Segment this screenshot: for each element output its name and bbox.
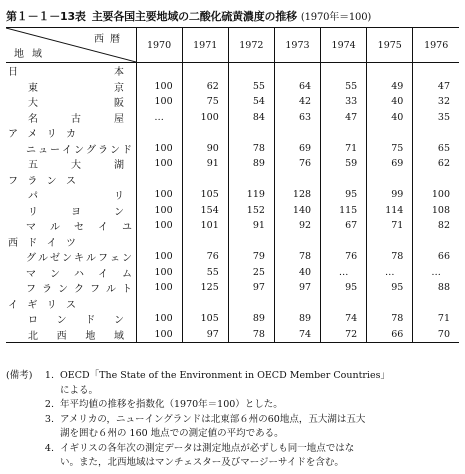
value-cell: 128 xyxy=(274,187,320,203)
table-row xyxy=(6,156,459,172)
year-header: 1975 xyxy=(367,28,413,63)
value-cell xyxy=(228,63,274,79)
value-cell: 54 xyxy=(228,94,274,110)
value-cell xyxy=(274,125,320,141)
value-cell: 100 xyxy=(182,110,228,126)
year-header: 1971 xyxy=(182,28,228,63)
value-cell: 42 xyxy=(274,94,320,110)
value-cell: 74 xyxy=(321,311,367,327)
value-cell xyxy=(413,296,459,312)
value-cell xyxy=(274,296,320,312)
notes-label: (備考) xyxy=(6,370,33,381)
value-cell: 71 xyxy=(321,141,367,157)
value-cell xyxy=(321,125,367,141)
value-cell xyxy=(136,63,182,79)
value-cell: 62 xyxy=(182,79,228,95)
value-cell xyxy=(182,63,228,79)
year-header: 1972 xyxy=(228,28,274,63)
region-label xyxy=(6,110,136,126)
table-row xyxy=(6,327,459,343)
value-cell: 78 xyxy=(228,327,274,343)
value-cell: 97 xyxy=(274,280,320,296)
table-row xyxy=(6,234,459,250)
table-row xyxy=(6,94,459,110)
region-label xyxy=(6,311,136,327)
value-cell xyxy=(136,296,182,312)
note-item xyxy=(6,413,461,428)
value-cell: 92 xyxy=(274,218,320,234)
value-cell: 74 xyxy=(274,327,320,343)
region-label xyxy=(6,249,136,265)
table-row xyxy=(6,187,459,203)
value-cell: 152 xyxy=(228,203,274,219)
notes-indent xyxy=(6,442,36,457)
region-label xyxy=(6,280,136,296)
region-name: ロ ン ド ン xyxy=(28,315,124,327)
value-cell xyxy=(413,172,459,188)
region-label xyxy=(6,327,136,343)
notes-section xyxy=(6,369,461,471)
country-name: 西 ド イ ツ xyxy=(8,237,76,249)
value-cell xyxy=(136,125,182,141)
value-cell: 140 xyxy=(274,203,320,219)
value-cell: 100 xyxy=(136,79,182,95)
value-cell: 33 xyxy=(321,94,367,110)
note-text: 年平均値の推移を指数化（1970年＝100）とした。 xyxy=(60,399,283,410)
notes-indent xyxy=(6,398,36,413)
value-cell: 59 xyxy=(321,156,367,172)
region-name: 北 西 地 域 xyxy=(28,330,124,342)
value-cell: 67 xyxy=(321,218,367,234)
country-name: フ ラ ン ス xyxy=(8,175,76,187)
table-body xyxy=(6,63,459,343)
value-cell xyxy=(413,234,459,250)
value-cell: 100 xyxy=(136,156,182,172)
value-cell: 84 xyxy=(228,110,274,126)
value-cell: … xyxy=(413,265,459,281)
value-cell: 71 xyxy=(367,218,413,234)
year-header: 1970 xyxy=(136,28,182,63)
value-cell: 100 xyxy=(136,265,182,281)
value-cell: 71 xyxy=(413,311,459,327)
header-region-label: 地域 xyxy=(14,49,50,60)
value-cell: 100 xyxy=(136,327,182,343)
value-cell xyxy=(136,172,182,188)
value-cell: 55 xyxy=(321,79,367,95)
value-cell: … xyxy=(321,265,367,281)
country-label xyxy=(6,63,136,79)
value-cell xyxy=(367,125,413,141)
value-cell xyxy=(367,63,413,79)
value-cell: 40 xyxy=(367,94,413,110)
table-row xyxy=(6,311,459,327)
region-label xyxy=(6,79,136,95)
region-label xyxy=(6,94,136,110)
value-cell: 99 xyxy=(367,187,413,203)
table-row xyxy=(6,63,459,79)
value-cell: 100 xyxy=(136,187,182,203)
value-cell: 47 xyxy=(413,79,459,95)
value-cell: 89 xyxy=(274,311,320,327)
value-cell: 100 xyxy=(136,203,182,219)
table-title-note: (1970年＝100) xyxy=(300,12,372,23)
header-row xyxy=(6,28,459,63)
note-text: アメリカの，ニューイングランドは北東部６州の60地点，五大湖は五大 xyxy=(60,413,366,425)
value-cell: 88 xyxy=(413,280,459,296)
country-label xyxy=(6,234,136,250)
country-label xyxy=(6,125,136,141)
value-cell xyxy=(228,172,274,188)
value-cell: 100 xyxy=(136,94,182,110)
note-text: イギリスの各年次の測定データは測定地点が必ずしも同一地点ではな xyxy=(60,442,355,454)
value-cell xyxy=(321,234,367,250)
value-cell: 101 xyxy=(182,218,228,234)
year-header: 1974 xyxy=(321,28,367,63)
value-cell: 100 xyxy=(413,187,459,203)
country-name: 日 本 xyxy=(8,67,124,79)
value-cell xyxy=(182,172,228,188)
country-name: ア メ リ カ xyxy=(8,129,76,141)
data-table xyxy=(6,27,459,343)
value-cell: 91 xyxy=(182,156,228,172)
value-cell: 32 xyxy=(413,94,459,110)
table-title-text: 主要各国主要地域の二酸化硫黄濃度の推移 xyxy=(91,10,297,23)
region-name: マ ル セ イ ユ xyxy=(26,222,132,234)
value-cell: 97 xyxy=(182,327,228,343)
value-cell: 75 xyxy=(367,141,413,157)
region-name: ニ ュ ー イ ン グ ラ ン ド xyxy=(26,144,132,156)
value-cell: 78 xyxy=(367,311,413,327)
table-row xyxy=(6,280,459,296)
value-cell: 55 xyxy=(182,265,228,281)
region-name: リ ヨ ン xyxy=(28,206,124,218)
year-header: 1976 xyxy=(413,28,459,63)
region-name: 名 古 屋 xyxy=(28,113,124,125)
value-cell xyxy=(228,125,274,141)
table-row xyxy=(6,110,459,126)
region-name: パ リ xyxy=(28,191,124,203)
table-row xyxy=(6,249,459,265)
value-cell: 55 xyxy=(228,79,274,95)
value-cell: 115 xyxy=(321,203,367,219)
value-cell xyxy=(274,234,320,250)
value-cell: 40 xyxy=(274,265,320,281)
note-item xyxy=(6,398,461,413)
country-label xyxy=(6,296,136,312)
value-cell: 65 xyxy=(413,141,459,157)
value-cell: 95 xyxy=(321,187,367,203)
table-row xyxy=(6,218,459,234)
value-cell: 108 xyxy=(413,203,459,219)
value-cell: 125 xyxy=(182,280,228,296)
table-row xyxy=(6,203,459,219)
region-label xyxy=(6,265,136,281)
value-cell xyxy=(413,125,459,141)
value-cell: 66 xyxy=(413,249,459,265)
value-cell: 62 xyxy=(413,156,459,172)
country-label xyxy=(6,172,136,188)
value-cell: 25 xyxy=(228,265,274,281)
value-cell xyxy=(321,63,367,79)
value-cell: 95 xyxy=(367,280,413,296)
table-row xyxy=(6,79,459,95)
value-cell: 105 xyxy=(182,187,228,203)
value-cell: 79 xyxy=(228,249,274,265)
value-cell xyxy=(321,296,367,312)
value-cell: 100 xyxy=(136,141,182,157)
region-label xyxy=(6,187,136,203)
table-row xyxy=(6,265,459,281)
region-name: マ ン ハ イ ム xyxy=(26,268,132,280)
value-cell xyxy=(182,125,228,141)
value-cell: 63 xyxy=(274,110,320,126)
value-cell xyxy=(274,172,320,188)
table-row xyxy=(6,172,459,188)
value-cell: 100 xyxy=(136,280,182,296)
value-cell: 69 xyxy=(274,141,320,157)
note-number: 1. xyxy=(44,370,54,381)
value-cell: 119 xyxy=(228,187,274,203)
value-cell: 100 xyxy=(136,249,182,265)
table-title xyxy=(6,8,461,24)
value-cell: 91 xyxy=(228,218,274,234)
value-cell: 97 xyxy=(228,280,274,296)
value-cell: 89 xyxy=(228,156,274,172)
value-cell: 114 xyxy=(367,203,413,219)
value-cell xyxy=(136,234,182,250)
value-cell: 154 xyxy=(182,203,228,219)
value-cell xyxy=(367,172,413,188)
region-name: グ ル ゼ ン キ ル フ ェ ン xyxy=(26,253,132,265)
region-label xyxy=(6,156,136,172)
note-text-continued: による。 xyxy=(60,384,99,396)
value-cell: … xyxy=(367,265,413,281)
value-cell: 105 xyxy=(182,311,228,327)
value-cell xyxy=(182,296,228,312)
region-name: フ ラ ン ク フ ル ト xyxy=(26,284,132,296)
table-row xyxy=(6,141,459,157)
value-cell: 90 xyxy=(182,141,228,157)
note-item xyxy=(6,442,461,457)
value-cell: 75 xyxy=(182,94,228,110)
note-number: 3. xyxy=(44,413,54,425)
value-cell: 49 xyxy=(367,79,413,95)
value-cell: 76 xyxy=(182,249,228,265)
notes-indent xyxy=(6,413,36,428)
value-cell: 95 xyxy=(321,280,367,296)
value-cell: 78 xyxy=(274,249,320,265)
table-row xyxy=(6,296,459,312)
value-cell xyxy=(321,172,367,188)
note-number: 4. xyxy=(44,442,54,454)
region-name: 五 大 湖 xyxy=(28,160,124,172)
region-label xyxy=(6,141,136,157)
value-cell: 69 xyxy=(367,156,413,172)
header-corner xyxy=(6,28,136,63)
value-cell: 100 xyxy=(136,218,182,234)
value-cell: 82 xyxy=(413,218,459,234)
note-text: OECD「The State of the Environment in OECD Member Countries」 xyxy=(60,370,390,381)
region-name: 大 阪 xyxy=(28,98,124,110)
value-cell: 72 xyxy=(321,327,367,343)
value-cell xyxy=(367,296,413,312)
year-header: 1973 xyxy=(274,28,320,63)
value-cell: 66 xyxy=(367,327,413,343)
value-cell: 64 xyxy=(274,79,320,95)
value-cell: 76 xyxy=(274,156,320,172)
note-item xyxy=(6,369,461,384)
note-number: 2. xyxy=(44,399,54,410)
value-cell: 78 xyxy=(367,249,413,265)
country-name: イ ギ リ ス xyxy=(8,299,76,311)
value-cell: 40 xyxy=(367,110,413,126)
value-cell: 89 xyxy=(228,311,274,327)
table-number: 第１－１－13表 xyxy=(6,10,86,23)
region-label xyxy=(6,218,136,234)
value-cell xyxy=(228,234,274,250)
note-text-continued: い。また，北西地域はマンチェスター及びマージーサイドを含む。 xyxy=(60,457,344,468)
table-row xyxy=(6,125,459,141)
value-cell xyxy=(274,63,320,79)
header-year-label: 西暦 xyxy=(94,34,126,45)
value-cell: 78 xyxy=(228,141,274,157)
note-text-continued: 湖を囲む６州の 160 地点での測定値の平均である。 xyxy=(60,428,284,439)
value-cell xyxy=(367,234,413,250)
value-cell xyxy=(182,234,228,250)
value-cell: 35 xyxy=(413,110,459,126)
value-cell: 47 xyxy=(321,110,367,126)
value-cell: 70 xyxy=(413,327,459,343)
value-cell: 76 xyxy=(321,249,367,265)
region-name: 東 京 xyxy=(28,82,124,94)
value-cell xyxy=(228,296,274,312)
region-label xyxy=(6,203,136,219)
value-cell: 100 xyxy=(136,311,182,327)
value-cell xyxy=(413,63,459,79)
value-cell: … xyxy=(136,110,182,126)
